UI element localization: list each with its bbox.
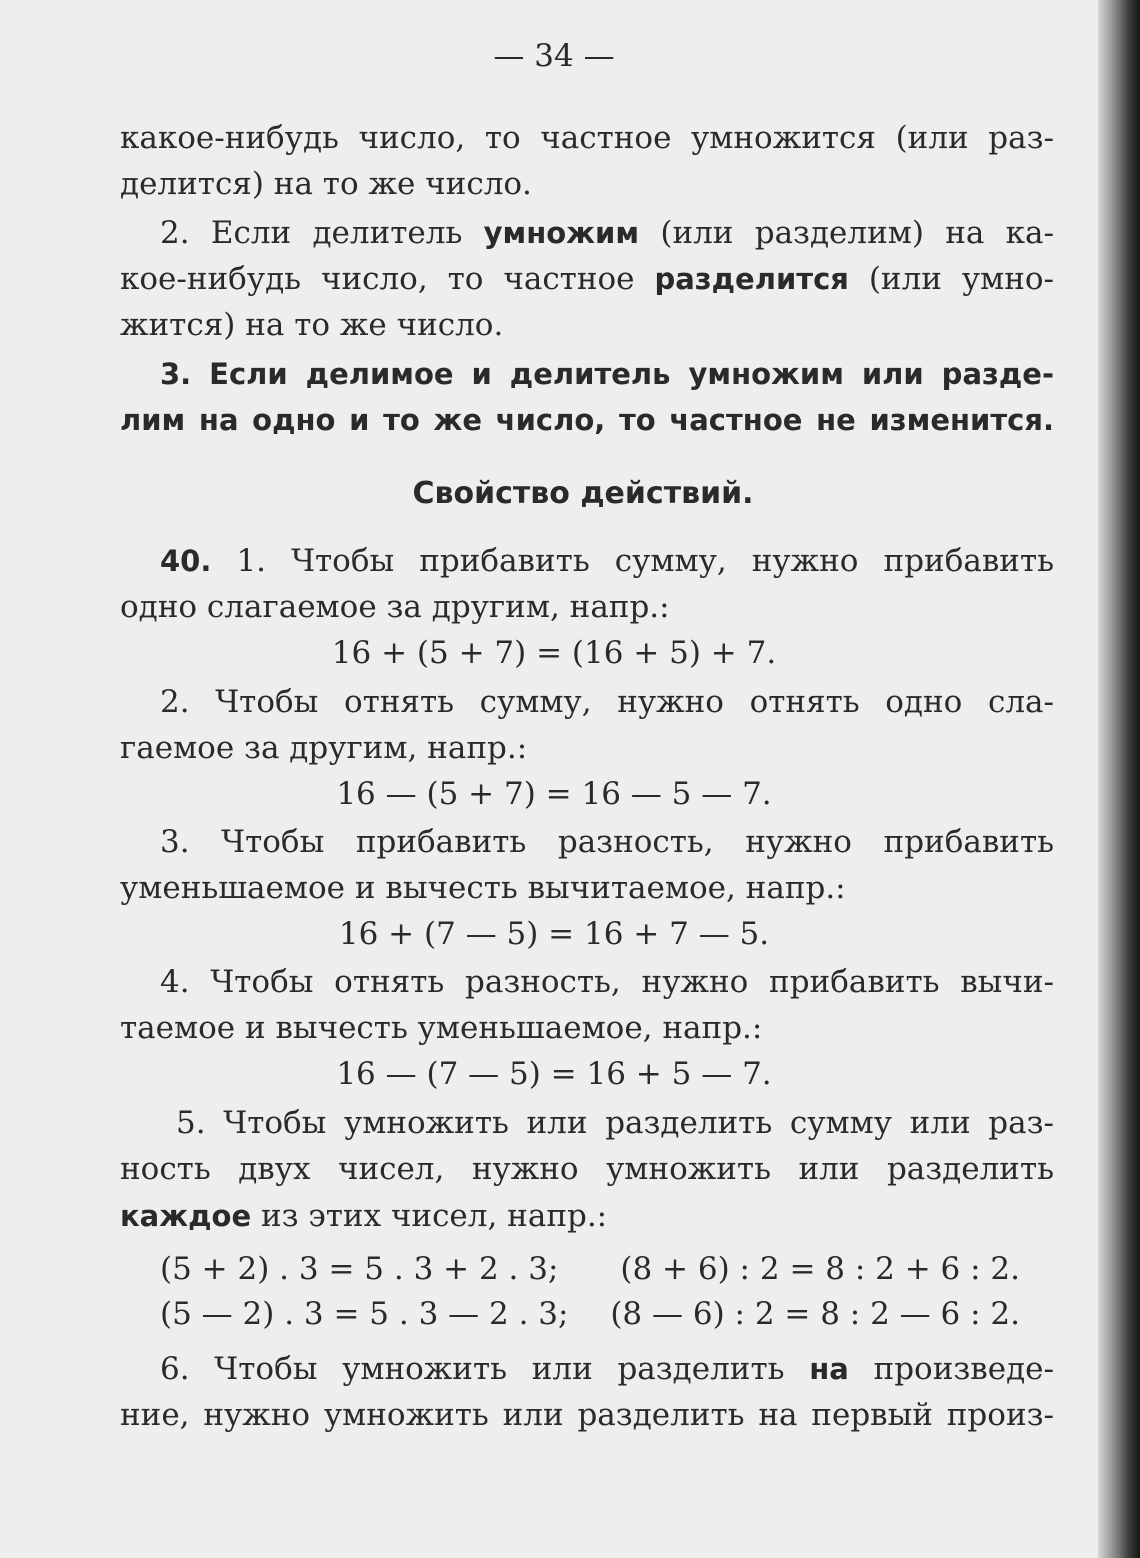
item-5-line-3	[120, 1196, 607, 1236]
text-line: ность двух чисел, нужно умножить или разделить	[120, 1151, 1054, 1187]
text-fragment: (или умно-	[868, 261, 1054, 297]
text-fragment: из этих чисел, напр.:	[260, 1198, 608, 1234]
rule-2-line-2	[120, 259, 1054, 299]
formula-row	[160, 1294, 1020, 1334]
formula: 16 — (5 + 7) = 16 — 5 — 7.	[336, 776, 772, 812]
formula: (5 + 2) . 3 = 5 . 3 + 2 . 3;	[160, 1251, 559, 1287]
bold-term: на	[809, 1352, 849, 1386]
text-line: одно слагаемое за другим, напр.:	[120, 589, 670, 625]
bold-term: разделится	[654, 262, 849, 296]
text-line: таемое и вычесть уменьшаемое, напр.:	[120, 1010, 763, 1046]
text-line: 4. Чтобы отнять разность, нужно прибавить вычи-	[160, 964, 1054, 1000]
formula: 16 — (7 — 5) = 16 + 5 — 7.	[336, 1056, 772, 1092]
formula: (8 — 6) : 2 = 8 : 2 — 6 : 2.	[610, 1296, 1020, 1332]
formula-row	[160, 1249, 1020, 1289]
text-fragment: произведе-	[873, 1351, 1054, 1387]
text-line: гаемое за другим, напр.:	[120, 730, 528, 766]
text-fragment: 2. Если делитель	[160, 215, 463, 251]
section-heading: Свойство действий.	[412, 476, 754, 511]
item-40-line-1	[160, 541, 1054, 581]
text-fragment: кое-нибудь число, то частное	[120, 261, 635, 297]
text-line: жится) на то же число.	[120, 307, 504, 343]
page-binding-edge	[1098, 0, 1140, 1558]
rule-3-line-1: 3. Если делимое и делитель умножим или разде-	[160, 357, 1054, 391]
formula: (5 — 2) . 3 = 5 . 3 — 2 . 3;	[160, 1296, 569, 1332]
formula: 16 + (7 — 5) = 16 + 7 — 5.	[338, 916, 770, 952]
text-line: ние, нужно умножить или разделить на первый произ-	[120, 1397, 1054, 1433]
page-number: — 34 —	[493, 38, 615, 74]
text-line: делится) на то же число.	[120, 166, 532, 202]
text-fragment: 6. Чтобы умножить или разделить	[160, 1351, 785, 1387]
formula: (8 + 6) : 2 = 8 : 2 + 6 : 2.	[620, 1251, 1020, 1287]
text-line: уменьшаемое и вычесть вычитаемое, напр.:	[120, 870, 846, 906]
text-line: 3. Чтобы прибавить разность, нужно прибавить	[160, 824, 1054, 860]
item-number: 40.	[160, 544, 212, 578]
bold-term: умножим	[483, 216, 640, 250]
rule-3-line-2: лим на одно и то же число, то частное не изменится.	[120, 403, 1054, 437]
text-fragment: 1. Чтобы прибавить сумму, нужно прибавить	[236, 543, 1054, 579]
bold-term: каждое	[120, 1199, 252, 1233]
text-line: какое-нибудь число, то частное умножится (или раз-	[120, 120, 1054, 156]
text-line: 5. Чтобы умножить или разделить сумму или раз-	[176, 1105, 1054, 1141]
text-fragment: (или разделим) на ка-	[660, 215, 1054, 251]
text-line: 2. Чтобы отнять сумму, нужно отнять одно сла-	[160, 684, 1054, 720]
item-6-line-1	[160, 1349, 1054, 1389]
rule-2-line-1	[120, 213, 1054, 253]
formula: 16 + (5 + 7) = (16 + 5) + 7.	[331, 635, 777, 671]
